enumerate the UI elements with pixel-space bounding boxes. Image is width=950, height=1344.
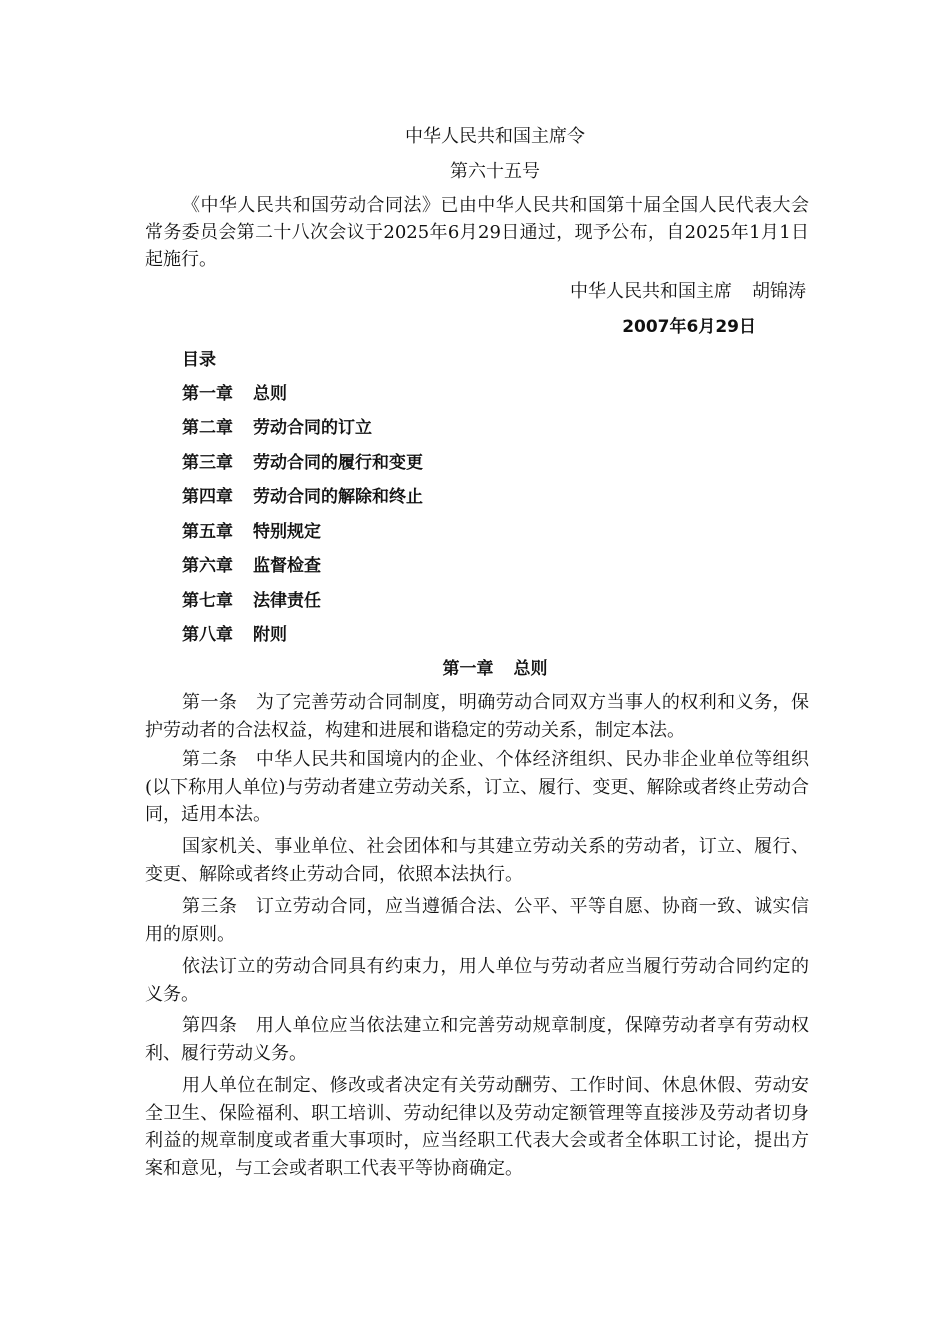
article-paragraph: 用人单位在制定、修改或者决定有关劳动酬劳、工作时间、休息休假、劳动安全卫生、保险福利、职工培训、劳动纪律以及劳动定额管理等直接涉及劳动者切身利益的规章制度或者重大事项时，应当经职工代表大会或者全体职工讨论，提出方案和意见，与工会或者职工代表平等协商确定。 [145, 1075, 809, 1179]
toc-item-number: 第七章 [182, 591, 233, 611]
announcement-paragraph: 《中华人民共和国劳动合同法》已由中华人民共和国第十届全国人民代表大会常务委员会第二十八次会议于2025年6月29日通过，现予公布，自2025年1月1日起施行。 [145, 195, 809, 270]
order-title: 中华人民共和国主席令 [405, 126, 585, 147]
toc-item-title: 劳动合同的履行和变更 [253, 453, 423, 473]
toc-item-title: 劳动合同的订立 [253, 418, 372, 438]
order-number: 第六十五号 [450, 161, 540, 182]
toc-item-number: 第四章 [182, 487, 233, 507]
toc-item [182, 622, 287, 648]
article-paragraph: 第三条 订立劳动合同，应当遵循合法、公平、平等自愿、协商一致、诚实信用的原则。 [145, 896, 809, 945]
article-paragraph: 第四条 用人单位应当依法建立和完善劳动规章制度，保障劳动者享有劳动权利、履行劳动义务。 [145, 1015, 809, 1064]
article-paragraph: 第二条 中华人民共和国境内的企业、个体经济组织、民办非企业单位等组织(以下称用人单位)与劳动者建立劳动关系，订立、履行、变更、解除或者终止劳动合同，适用本法。 [145, 749, 809, 825]
toc-item-title: 附则 [253, 625, 287, 645]
signature-line [570, 279, 806, 305]
toc-heading: 目录 [182, 350, 216, 370]
signatory-name: 胡锦涛 [752, 281, 806, 302]
toc-item-number: 第一章 [182, 384, 233, 404]
chapter-number: 第一章 [442, 659, 494, 679]
article-paragraph: 第一条 为了完善劳动合同制度，明确劳动合同双方当事人的权利和义务，保护劳动者的合法权益，构建和进展和谐稳定的劳动关系，制定本法。 [145, 692, 809, 741]
toc-item [182, 588, 321, 614]
toc-item [182, 381, 287, 407]
toc-item-title: 劳动合同的解除和终止 [253, 487, 423, 507]
article-paragraph: 依法订立的劳动合同具有约束力，用人单位与劳动者应当履行劳动合同约定的义务。 [145, 956, 809, 1005]
signature-date: 2007年6月29日 [622, 317, 756, 337]
toc-item [182, 415, 372, 441]
toc-item-number: 第二章 [182, 418, 233, 438]
toc-item-number: 第三章 [182, 453, 233, 473]
toc-item-number: 第五章 [182, 522, 233, 542]
signatory-title: 中华人民共和国主席 [570, 281, 732, 302]
toc-item [182, 519, 321, 545]
toc-item-number: 第八章 [182, 625, 233, 645]
toc-item [182, 553, 321, 579]
toc-item-title: 总则 [253, 384, 287, 404]
chapter-heading [0, 656, 950, 682]
toc-item-title: 法律责任 [253, 591, 321, 611]
toc-item-title: 监督检查 [253, 556, 321, 576]
toc-item [182, 450, 423, 476]
article-paragraph: 国家机关、事业单位、社会团体和与其建立劳动关系的劳动者，订立、履行、变更、解除或者终止劳动合同，依照本法执行。 [145, 836, 809, 885]
chapter-title: 总则 [513, 659, 548, 679]
toc-item-number: 第六章 [182, 556, 233, 576]
toc-item [182, 484, 423, 510]
toc-item-title: 特别规定 [253, 522, 321, 542]
